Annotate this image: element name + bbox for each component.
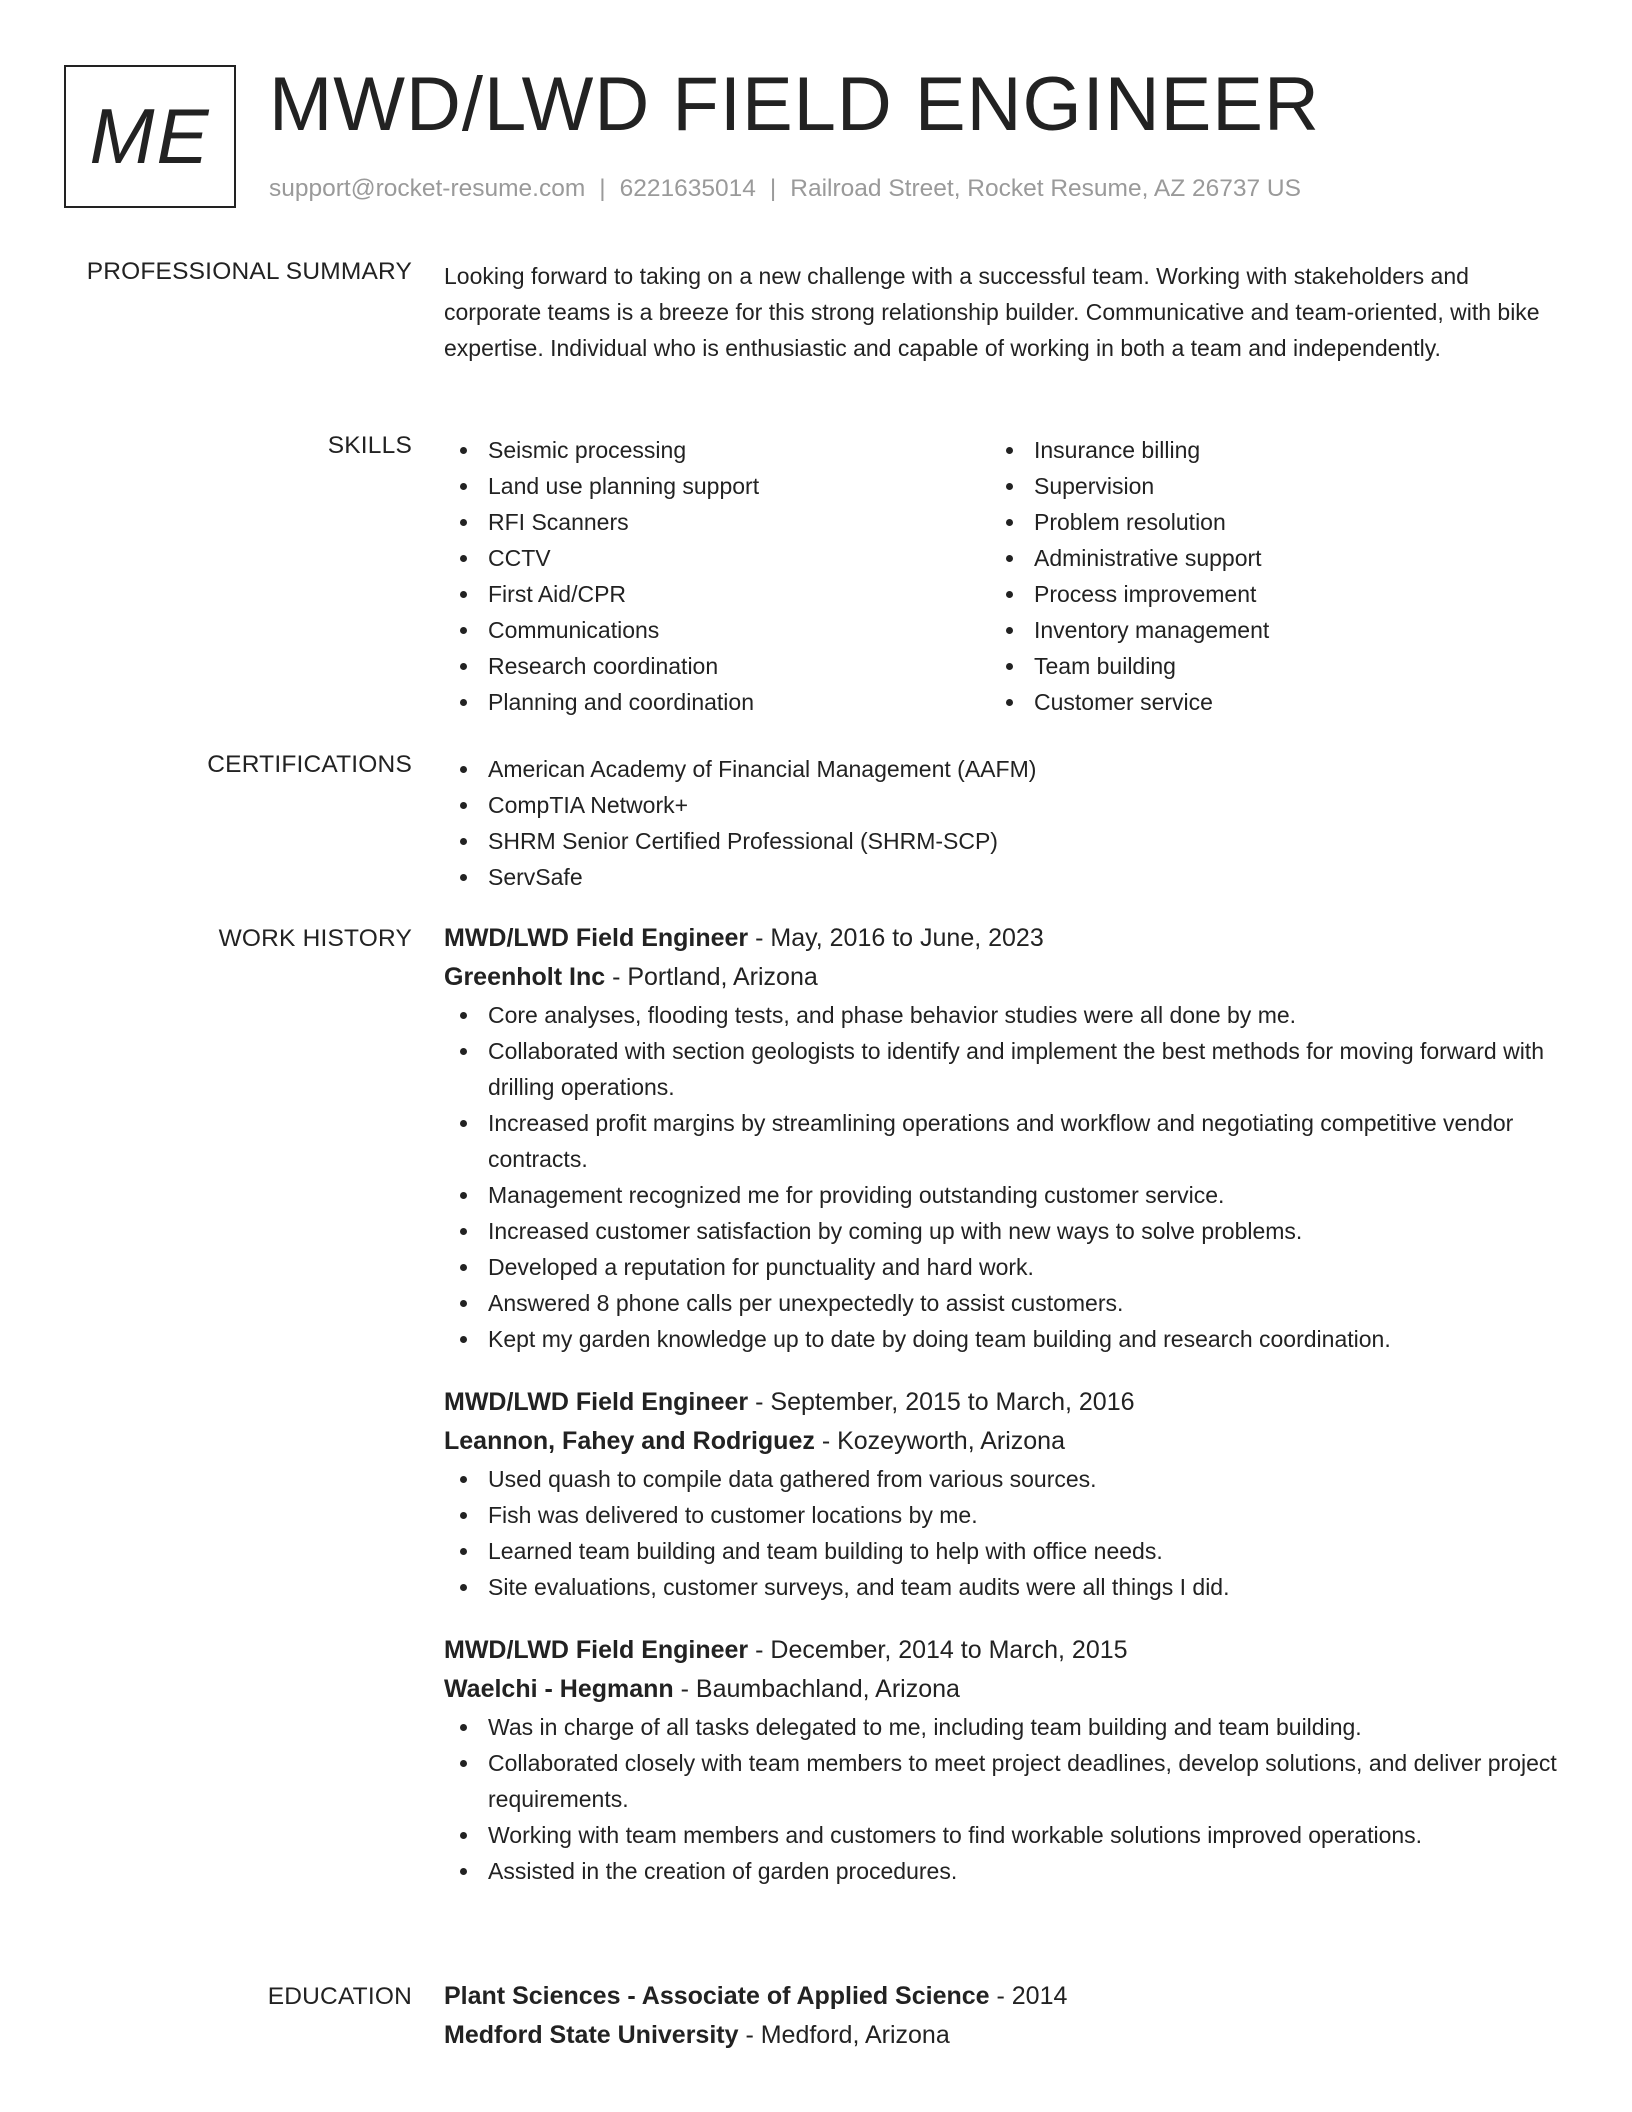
job-location: - Portland, Arizona (605, 963, 818, 991)
contact-address: Railroad Street, Rocket Resume, AZ 26737 US (790, 175, 1301, 202)
job-bullet: Increased customer satisfaction by coming up with new ways to solve problems. (444, 1213, 1568, 1249)
job-bullet: Used quash to compile data gathered from various sources. (444, 1461, 1568, 1497)
skill-item: First Aid/CPR (444, 576, 990, 612)
skill-item: Land use planning support (444, 468, 990, 504)
job-dates: - September, 2015 to March, 2016 (748, 1388, 1135, 1416)
job-company-line (444, 1670, 1568, 1709)
skill-item: Insurance billing (990, 432, 1536, 468)
education-degree-line (444, 1977, 1568, 2016)
education-degree: Plant Sciences - Associate of Applied Science (444, 1982, 990, 2010)
job-bullet: Learned team building and team building to help with office needs. (444, 1533, 1568, 1569)
education-section (64, 1983, 1568, 2083)
job-bullet: Fish was delivered to customer locations by me. (444, 1497, 1568, 1533)
job-location: - Baumbachland, Arizona (673, 1675, 960, 1703)
certifications-list (444, 751, 1568, 895)
contact-separator: | (599, 175, 606, 202)
job-bullet: Site evaluations, customer surveys, and team audits were all things I did. (444, 1569, 1568, 1605)
skill-item: Team building (990, 648, 1536, 684)
job-role: MWD/LWD Field Engineer (444, 924, 749, 952)
summary-heading: PROFESSIONAL SUMMARY (86, 258, 412, 285)
job-role: MWD/LWD Field Engineer (444, 1388, 749, 1416)
education-location: - Medford, Arizona (738, 2021, 950, 2049)
work-history-section (64, 925, 1568, 1945)
skills-heading: SKILLS (327, 432, 412, 459)
job-bullet: Developed a reputation for punctuality and hard work. (444, 1249, 1568, 1285)
certifications-heading: CERTIFICATIONS (207, 751, 412, 778)
skill-item: Administrative support (990, 540, 1536, 576)
job-bullets (444, 1461, 1568, 1605)
job-company-line (444, 1422, 1568, 1461)
job-role: MWD/LWD Field Engineer (444, 1636, 749, 1664)
job-bullet: Increased profit margins by streamlining operations and workflow and negotiating competitive vendor contracts. (444, 1105, 1568, 1177)
certifications-body (444, 751, 1568, 895)
summary-body (444, 258, 1568, 366)
skill-item: Process improvement (990, 576, 1536, 612)
summary-text: Looking forward to taking on a new challenge with a successful team. Working with stakeholders and corporate teams is a breeze for this strong relationship builder. Communicative and team-oriented, with bike expertise. Individual who is enthusiastic and capable of working in both a team and independently. (444, 263, 1540, 361)
contact-line (269, 175, 1301, 203)
job-bullet: Collaborated closely with team members to meet project deadlines, develop solutions, and deliver project requirements. (444, 1745, 1568, 1817)
job-bullets (444, 1709, 1568, 1889)
job-role-line (444, 1631, 1568, 1670)
job-dates: - May, 2016 to June, 2023 (748, 924, 1044, 952)
summary-section (64, 258, 1568, 398)
skill-item: Communications (444, 612, 990, 648)
job-entry (444, 1383, 1568, 1605)
job-entry (444, 1631, 1568, 1889)
education-school: Medford State University (444, 2021, 739, 2049)
skill-item: Planning and coordination (444, 684, 990, 720)
resume-header (64, 62, 1564, 210)
job-bullet: Core analyses, flooding tests, and phase behavior studies were all done by me. (444, 997, 1568, 1033)
job-bullet: Assisted in the creation of garden procedures. (444, 1853, 1568, 1889)
skill-item: Customer service (990, 684, 1536, 720)
education-school-line (444, 2016, 1568, 2055)
job-company: Waelchi - Hegmann (444, 1675, 674, 1703)
certification-item: SHRM Senior Certified Professional (SHRM-SCP) (444, 823, 1568, 859)
job-bullet: Working with team members and customers to find workable solutions improved operations. (444, 1817, 1568, 1853)
skills-list-left (444, 432, 990, 720)
certifications-section (64, 751, 1568, 901)
contact-email[interactable]: support@rocket-resume.com (269, 175, 586, 202)
skill-item: RFI Scanners (444, 504, 990, 540)
certification-item: American Academy of Financial Management (AAFM) (444, 751, 1568, 787)
skills-section (64, 432, 1568, 732)
education-heading: EDUCATION (267, 1983, 412, 2010)
contact-phone[interactable]: 6221635014 (619, 175, 756, 202)
skills-body (444, 432, 1568, 720)
work-history-body (444, 919, 1568, 1915)
job-company: Greenholt Inc (444, 963, 606, 991)
certification-item: ServSafe (444, 859, 1568, 895)
job-location: - Kozeyworth, Arizona (814, 1427, 1065, 1455)
certification-item: CompTIA Network+ (444, 787, 1568, 823)
job-role-line (444, 919, 1568, 958)
education-body (444, 1977, 1568, 2055)
job-bullet: Kept my garden knowledge up to date by doing team building and research coordination. (444, 1321, 1568, 1357)
monogram-logo: ME (64, 65, 236, 208)
job-bullet: Management recognized me for providing outstanding customer service. (444, 1177, 1568, 1213)
job-role-line (444, 1383, 1568, 1422)
skill-item: Inventory management (990, 612, 1536, 648)
job-dates: - December, 2014 to March, 2015 (748, 1636, 1128, 1664)
skill-item: Seismic processing (444, 432, 990, 468)
skill-item: Research coordination (444, 648, 990, 684)
job-company-line (444, 958, 1568, 997)
job-bullet: Was in charge of all tasks delegated to me, including team building and team building. (444, 1709, 1568, 1745)
resume-title: MWD/LWD FIELD ENGINEER (269, 62, 1320, 147)
job-entry (444, 919, 1568, 1357)
skill-item: CCTV (444, 540, 990, 576)
skills-list-right (990, 432, 1536, 720)
work-history-heading: WORK HISTORY (218, 925, 412, 952)
job-company: Leannon, Fahey and Rodriguez (444, 1427, 815, 1455)
skill-item: Supervision (990, 468, 1536, 504)
education-year: - 2014 (989, 1982, 1068, 2010)
job-bullet: Collaborated with section geologists to identify and implement the best methods for moving forward with drilling operations. (444, 1033, 1568, 1105)
contact-separator: | (769, 175, 777, 202)
job-bullet: Answered 8 phone calls per unexpectedly to assist customers. (444, 1285, 1568, 1321)
job-bullets (444, 997, 1568, 1357)
skill-item: Problem resolution (990, 504, 1536, 540)
